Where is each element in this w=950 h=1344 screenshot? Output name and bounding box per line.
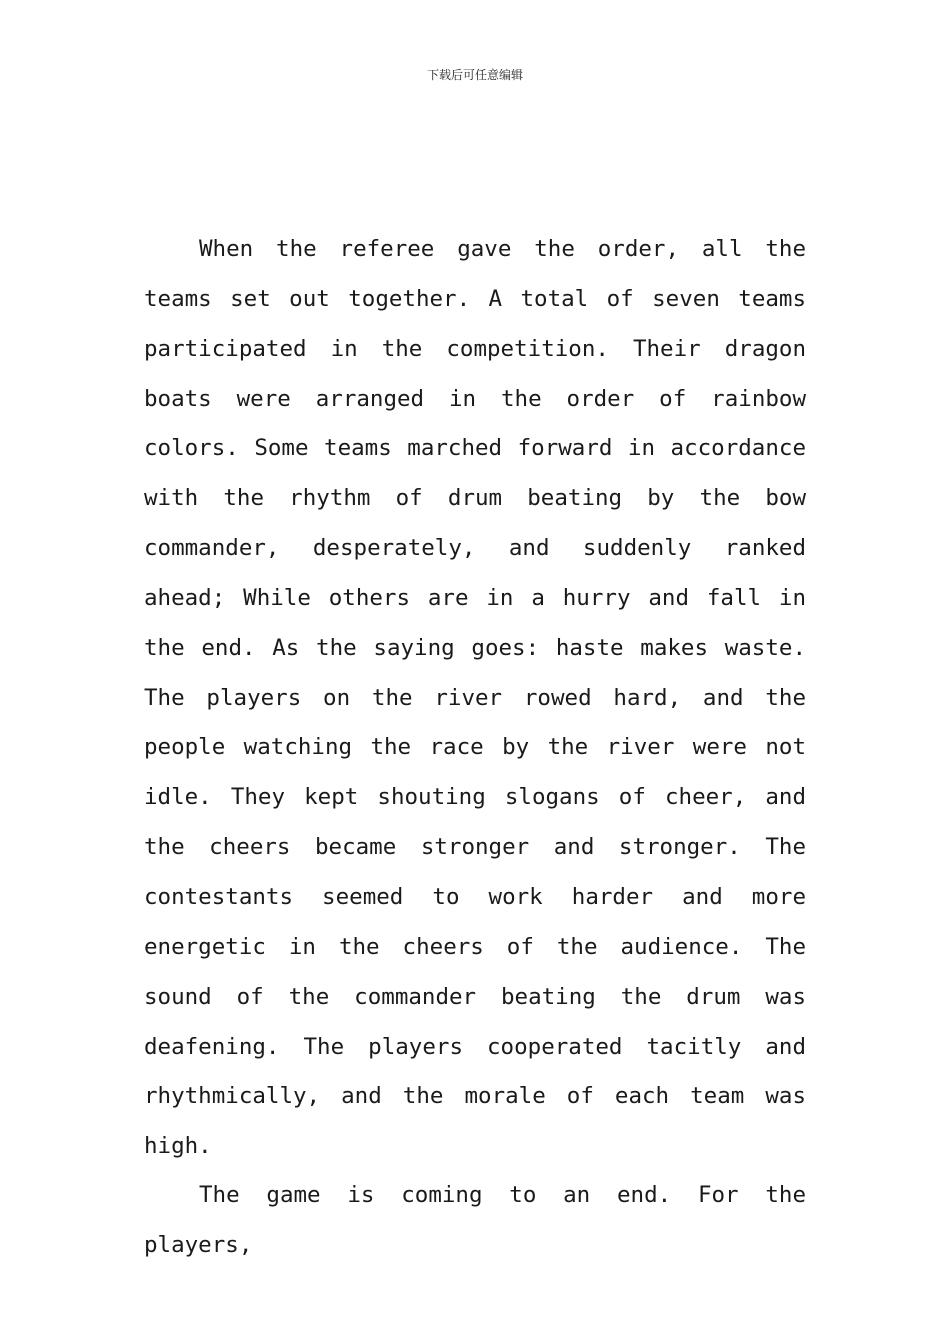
paragraph-2 (144, 1171, 806, 1271)
paragraph-1 (144, 225, 806, 1172)
paragraph-1-text: When the referee gave the order, all the teams set out together. A total of seven teams participated in the competition. Their dragon boats were arranged in the order of rainbow colors. Some teams marched forward in accordance with the rhythm of drum beating by the bow commander, desperately, and suddenly ranked ahead; While others are in a hurry and fall in the end. As the saying goes: haste makes waste. The players on the river rowed hard, and the people watching the race by the river were not idle. They kept shouting slogans of cheer, and the cheers became stronger and stronger. The contestants seemed to work harder and more energetic in the cheers of the audience. The sound of the commander beating the drum was deafening. The players cooperated tacitly and rhythmically, and the morale of each team was high. (144, 236, 806, 1160)
paragraph-2-text: The game is coming to an end. For the players, (144, 1182, 806, 1258)
header-note: 下载后可任意编辑 (426, 68, 523, 82)
